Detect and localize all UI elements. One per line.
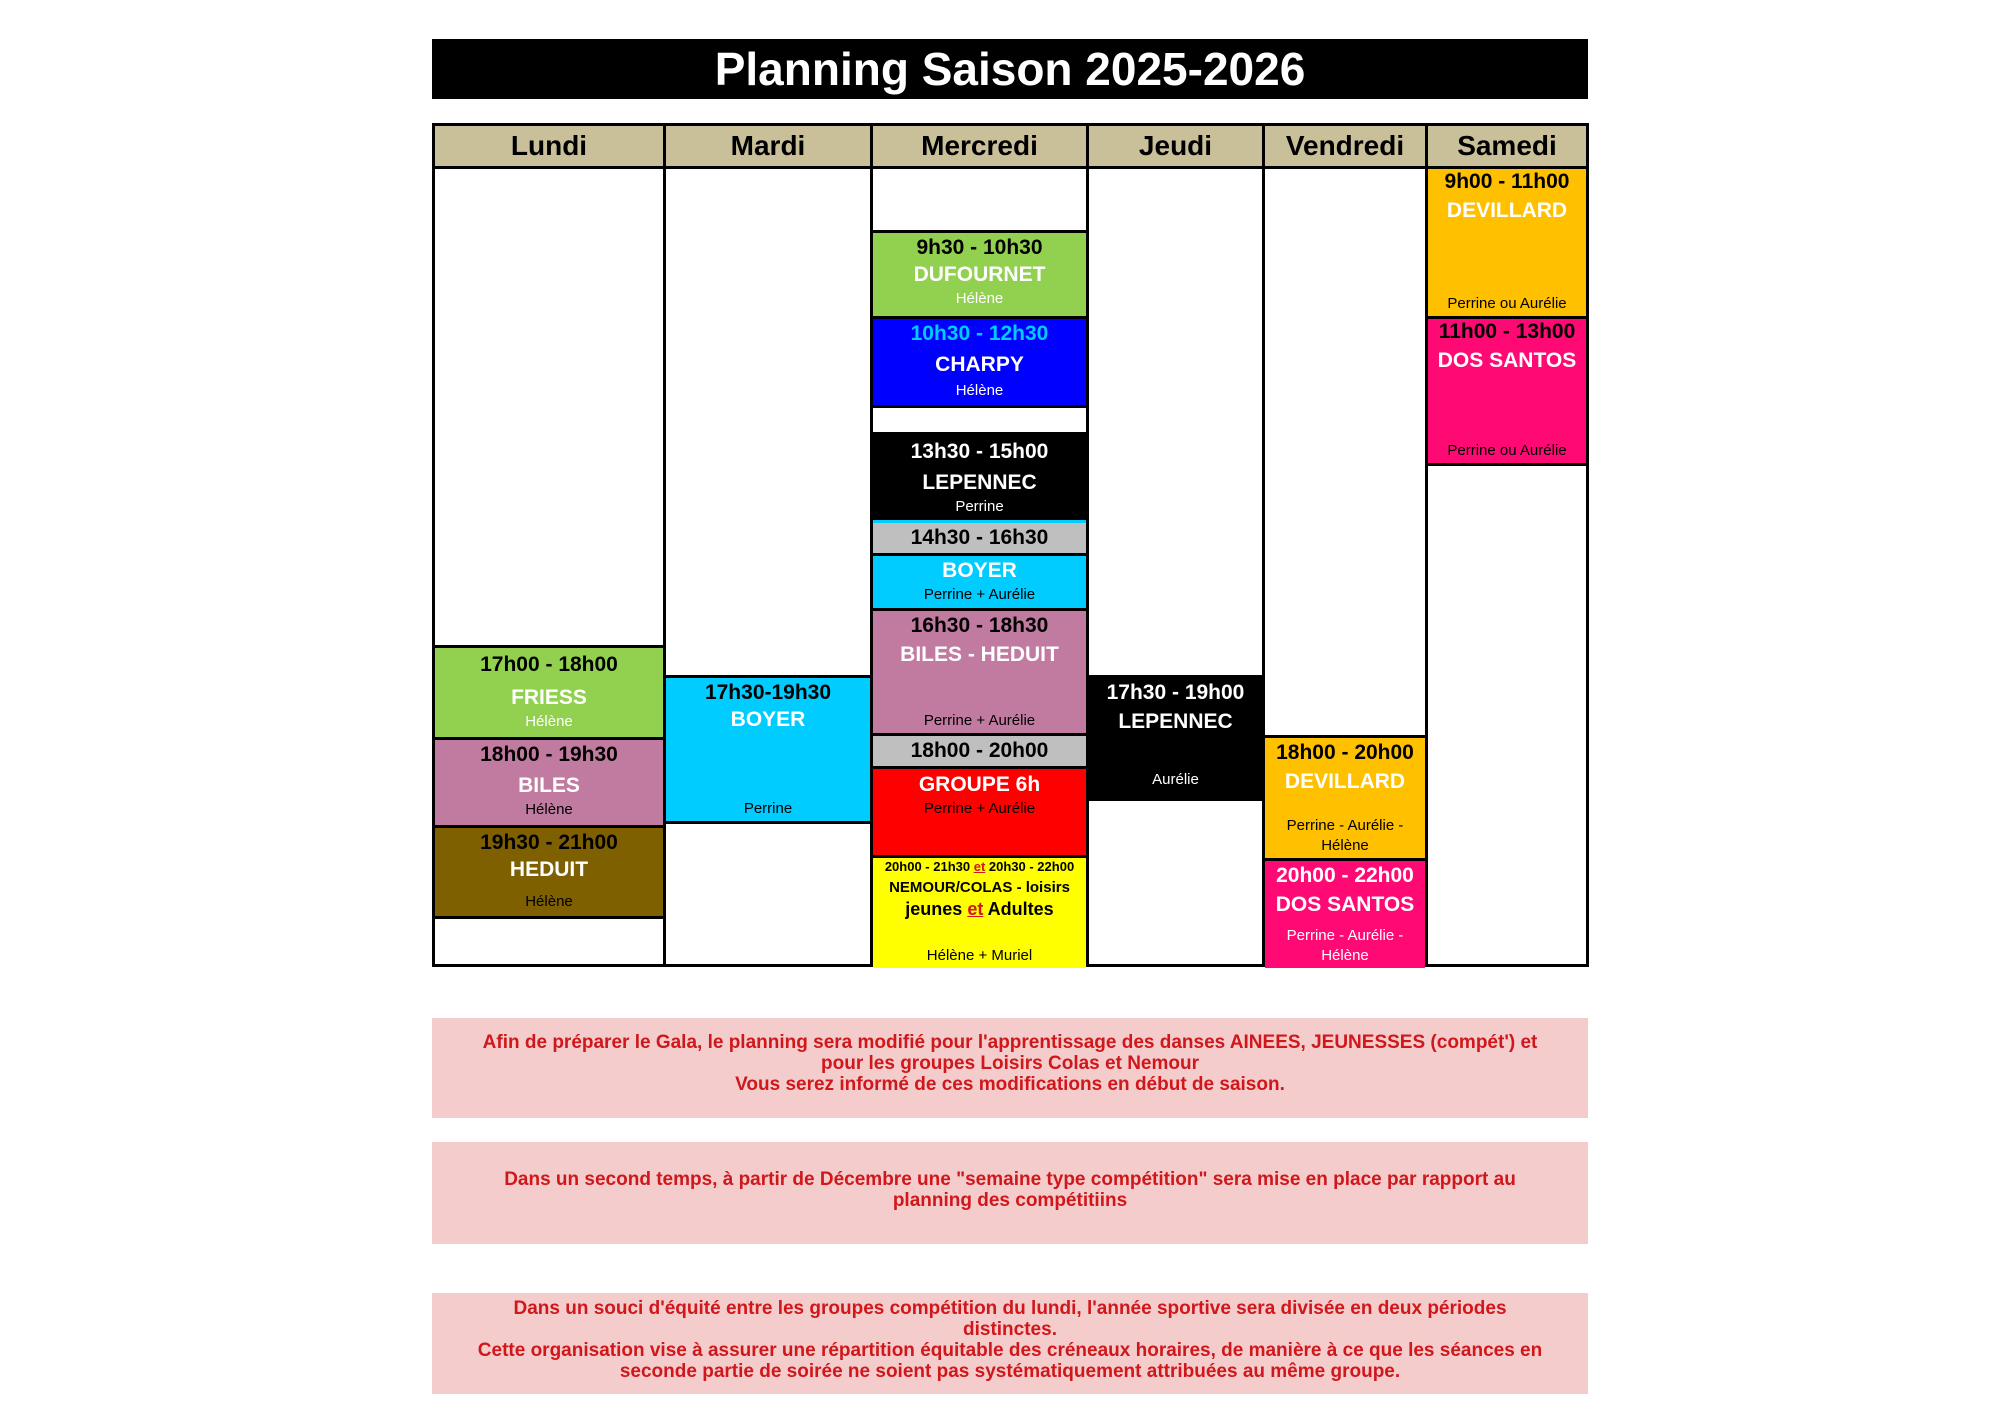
slot-dufournet[interactable]: [873, 230, 1086, 316]
slot-coach: [1265, 926, 1425, 966]
column-vendredi: [1262, 126, 1425, 964]
slot-time: 17h30 - 19h00: [1106, 681, 1245, 704]
slot-time-band: [873, 736, 1086, 769]
slot-time-band: [873, 523, 1086, 556]
slot-group-name: BOYER: [942, 559, 1017, 582]
slot-coach: Perrine: [955, 498, 1004, 515]
slot-devillard-samedi[interactable]: [1428, 166, 1586, 316]
slot-coach: Hélène: [525, 713, 573, 730]
slot-coach: Hélène: [955, 290, 1004, 307]
note-line: Dans un souci d'équité entre les groupes compétition du lundi, l'année sportive sera divisée en deux périodes: [513, 1298, 1507, 1319]
slot-boyer[interactable]: [666, 675, 870, 824]
slot-time: 9h00 - 11h00: [1444, 170, 1570, 193]
note-gala: [432, 1018, 1588, 1118]
slot-group-name: DOS SANTOS: [1275, 893, 1415, 916]
slot-coach-line1: Perrine - Aurélie -: [1286, 927, 1404, 944]
slot-group-name: FRIESS: [511, 686, 587, 709]
slot-time-et: et: [973, 859, 986, 874]
slot-time-a: 20h00 - 21h30: [884, 859, 974, 874]
slot-time: [873, 858, 1086, 876]
slot-lepennec[interactable]: [873, 432, 1086, 520]
day-header-lundi: Lundi: [435, 126, 663, 169]
slot-dos-santos-vendredi[interactable]: [1265, 858, 1425, 968]
day-header-samedi: Samedi: [1428, 126, 1586, 169]
slot-group-name: CHARPY: [935, 353, 1024, 376]
slot-time: 18h00 - 20h00: [1276, 741, 1414, 764]
slot-time: 18h00 - 19h30: [480, 743, 618, 766]
slot-group-name: NEMOUR/COLAS - loisirs: [889, 879, 1070, 896]
column-mercredi: [870, 126, 1086, 964]
column-jeudi: [1086, 126, 1262, 964]
slot-biles-heduit[interactable]: [873, 608, 1086, 733]
note-equite: [432, 1293, 1588, 1394]
column-lundi: [435, 126, 663, 964]
slot-group-name: LEPENNEC: [922, 471, 1037, 494]
slot-time: 11h00 - 13h00: [1438, 320, 1576, 343]
slot-time: 14h30 - 16h30: [910, 526, 1049, 549]
slot-group-name: BILES: [518, 774, 580, 797]
day-header-jeudi: Jeudi: [1089, 126, 1262, 169]
slot-coach-line2: Hélène: [1321, 837, 1369, 854]
slot-coach: Perrine + Aurélie: [923, 800, 1036, 817]
note-line: distinctes.: [963, 1319, 1057, 1340]
slot-group-name: LEPENNEC: [1118, 710, 1233, 733]
slot-coach: Perrine + Aurélie: [923, 712, 1036, 729]
slot-coach: Hélène: [525, 801, 573, 818]
slot-time: 16h30 - 18h30: [910, 614, 1049, 637]
slot-heduit[interactable]: [435, 825, 663, 919]
slot-time: 13h30 - 15h00: [910, 440, 1049, 463]
slot-coach: Perrine + Aurélie: [923, 586, 1036, 603]
slot-time: 18h00 - 20h00: [910, 739, 1049, 762]
slot-coach: Aurélie: [1152, 771, 1199, 788]
slot-lepennec-jeudi[interactable]: [1089, 675, 1262, 801]
slot-time: 17h00 - 18h00: [480, 653, 618, 676]
slot-coach: Perrine: [743, 800, 793, 817]
page-title: Planning Saison 2025-2026: [432, 39, 1588, 99]
slot-group-name: DEVILLARD: [1284, 770, 1406, 793]
subtitle-part-b: Adultes: [983, 899, 1054, 919]
day-header-vendredi: Vendredi: [1265, 126, 1425, 169]
column-samedi: [1425, 126, 1586, 964]
note-line: Dans un second temps, à partir de Décembre une "semaine type compétition" sera mise en place par rapport au: [504, 1169, 1516, 1190]
slot-group-name: DOS SANTOS: [1437, 349, 1577, 372]
slot-coach-line2: Hélène: [1321, 947, 1369, 964]
slot-coach: [1265, 816, 1425, 856]
slot-dos-santos-samedi[interactable]: [1428, 316, 1586, 466]
slot-coach-line1: Perrine - Aurélie -: [1286, 817, 1404, 834]
slot-group-subtitle: [873, 898, 1086, 920]
day-header-mardi: Mardi: [666, 126, 870, 169]
slot-group-name: BOYER: [730, 708, 806, 731]
slot-group-name: GROUPE 6h: [918, 773, 1041, 796]
slot-biles[interactable]: [435, 737, 663, 825]
slot-time: 10h30 - 12h30: [910, 322, 1049, 345]
note-line: seconde partie de soirée ne soient pas systématiquement attribuées au même groupe.: [619, 1361, 1401, 1382]
slot-devillard-vendredi[interactable]: [1265, 735, 1425, 858]
slot-group-name: BILES - HEDUIT: [900, 643, 1059, 666]
subtitle-et: et: [967, 899, 984, 919]
slot-groupe6h[interactable]: [873, 733, 1086, 855]
slot-coach: Perrine ou Aurélie: [1447, 442, 1567, 459]
slot-group-name: HEDUIT: [509, 858, 589, 881]
slot-group-name: DUFOURNET: [913, 263, 1046, 286]
subtitle-part-a: jeunes: [905, 899, 968, 919]
slot-time-b: 20h30 - 22h00: [985, 859, 1075, 874]
slot-boyer-mercredi[interactable]: [873, 520, 1086, 608]
column-mardi: [663, 126, 870, 964]
note-line: planning des compétitiins: [892, 1190, 1128, 1211]
note-line: Afin de préparer le Gala, le planning sera modifié pour l'apprentissage des danses AINEES, JEUNESSES (compét') et: [482, 1032, 1538, 1053]
day-header-mercredi: Mercredi: [873, 126, 1086, 169]
slot-group-name: DEVILLARD: [1446, 199, 1568, 222]
schedule-grid: [432, 123, 1589, 967]
slot-time: 17h30-19h30: [704, 681, 832, 704]
slot-coach: Perrine ou Aurélie: [1447, 295, 1567, 312]
slot-coach: Hélène: [955, 382, 1004, 399]
note-line: pour les groupes Loisirs Colas et Nemour: [821, 1053, 1199, 1074]
note-line: Vous serez informé de ces modifications en début de saison.: [735, 1074, 1285, 1095]
slot-time: 9h30 - 10h30: [916, 236, 1043, 259]
slot-time: 20h00 - 22h00: [1276, 864, 1414, 887]
slot-nemour-colas[interactable]: [873, 855, 1086, 968]
slot-friess[interactable]: [435, 645, 663, 737]
slot-time: 19h30 - 21h00: [480, 831, 618, 854]
slot-charpy[interactable]: [873, 316, 1086, 408]
slot-coach: Hélène + Muriel: [926, 947, 1033, 964]
note-line: Cette organisation vise à assurer une répartition équitable des créneaux horaires, de manière à ce que les séances en: [477, 1340, 1543, 1361]
note-semaine-type: [432, 1142, 1588, 1244]
slot-coach: Hélène: [525, 893, 573, 910]
